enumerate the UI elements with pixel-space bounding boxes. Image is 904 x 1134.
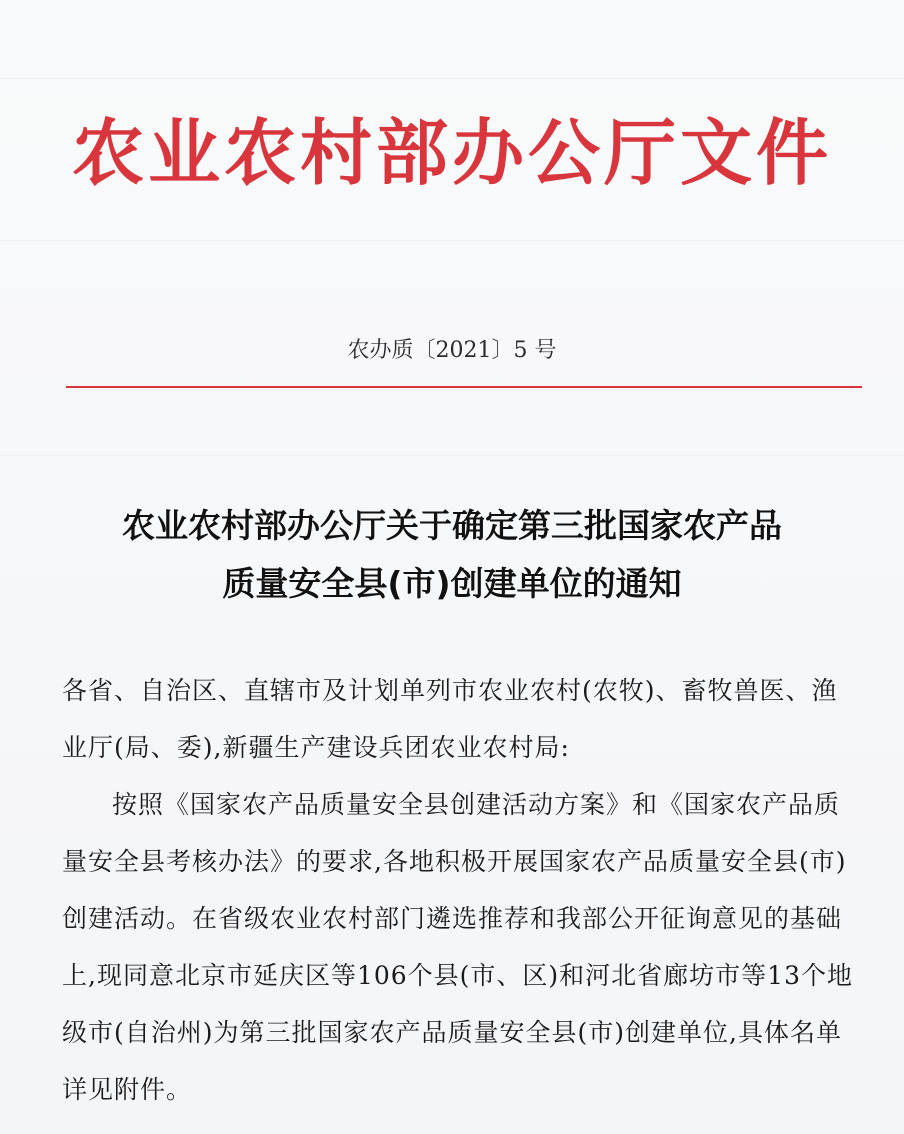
red-divider	[66, 386, 862, 388]
scan-artifact	[0, 78, 904, 79]
body-paragraph-1: 按照《国家农产品质量安全县创建活动方案》和《国家农产品质量安全县考核办法》的要求,各地积极开展国家农产品质量安全县(市)创建活动。在省级农业农村部门遴选推荐和我部公开征询意见的基础上,现同意北京市延庆区等106个县(市、区)和河北省廊坊市等13个地级市(自治州)为第三批国家农产品质量安全县(市)创建单位,具体名单详见附件。	[62, 790, 853, 1104]
recipient-line: 各省、自治区、直辖市及计划单列市农业农村(农牧)、畜牧兽医、渔业厅(局、委),新疆生产建设兵团农业农村局:	[62, 676, 838, 762]
masthead-title: 农业农村部办公厅文件	[71, 110, 832, 195]
scan-artifact	[0, 455, 904, 456]
notice-title	[0, 497, 904, 613]
notice-body	[62, 662, 862, 1118]
scan-artifact	[0, 240, 904, 241]
notice-title-line-2: 质量安全县(市)创建单位的通知	[222, 564, 682, 603]
notice-title-line-1: 农业农村部办公厅关于确定第三批国家农产品	[122, 506, 782, 545]
document-number: 农办质〔2021〕5 号	[347, 338, 557, 363]
